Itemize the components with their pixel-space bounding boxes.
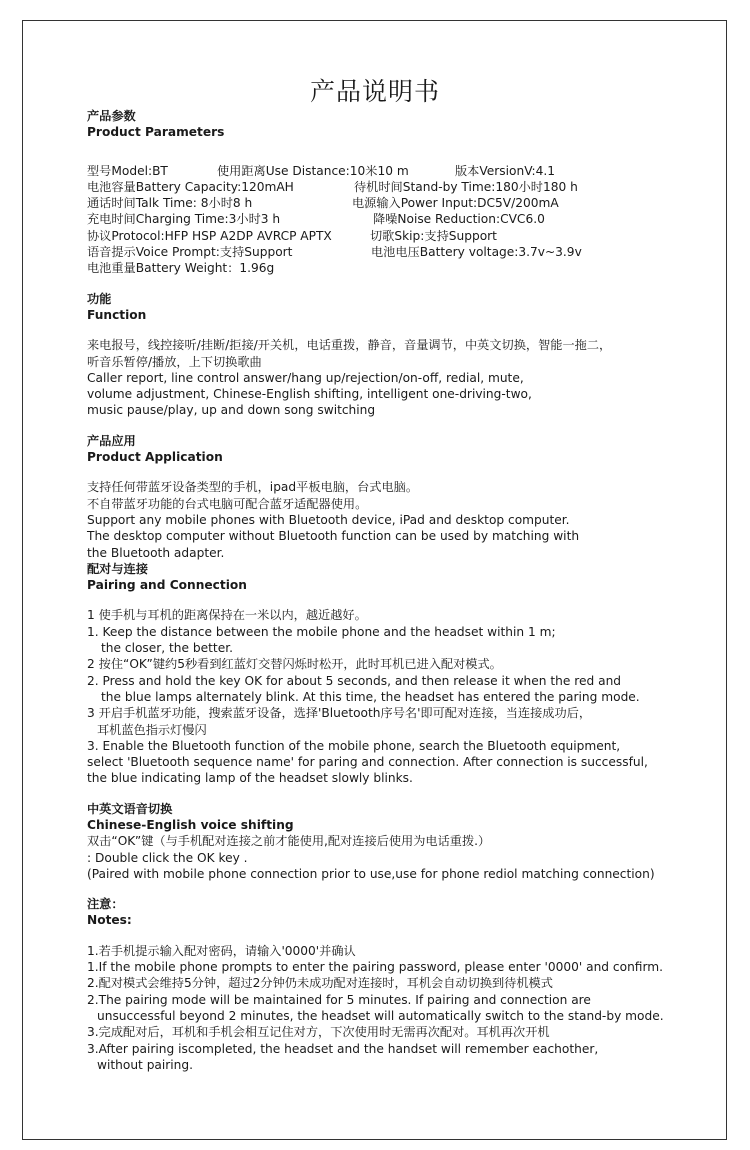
param-talk-time: 通话时间Talk Time: 8小时8 h: [87, 196, 253, 211]
notes-line: 1.If the mobile phone prompts to enter the pairing password, please enter '0000' and confirm.: [87, 960, 664, 975]
pairing-line: 2 按住“OK”键约5秒看到红蓝灯交替闪烁时松开，此时耳机已进入配对模式。: [87, 657, 502, 672]
param-row: [87, 179, 702, 195]
application-line: the Bluetooth adapter.: [87, 545, 225, 560]
notes-heading-cn: 注意：: [87, 897, 124, 912]
function-line: 来电报号，线控接听/挂断/拒接/开关机，电话重拨，静音，音量调节，中英文切换，智能一拖二，: [87, 338, 612, 353]
param-model: 型号Model:BT: [87, 163, 168, 178]
param-battery-weight: 电池重量Battery Weight：1.96g: [87, 261, 275, 276]
pairing-line: the blue indicating lamp of the headset slowly blinks.: [87, 771, 413, 786]
function-line: 听音乐暂停/播放，上下切换歌曲: [87, 354, 262, 369]
application-line: Support any mobile phones with Bluetooth device, iPad and desktop computer.: [87, 512, 570, 527]
voice-heading-cn: 中英文语音切换: [87, 801, 173, 816]
pairing-line: 2. Press and hold the key OK for about 5 seconds, and then release it when the red and: [87, 673, 622, 688]
param-noise-reduction: 降噪Noise Reduction:CVC6.0: [373, 212, 545, 227]
param-protocol: 协议Protocol:HFP HSP A2DP AVRCP APTX: [87, 228, 332, 243]
pairing-line: 3 开启手机蓝牙功能，搜索蓝牙设备，选择'Bluetooth序号名'即可配对连接，当连接成功后，: [87, 706, 592, 721]
voice-line: (Paired with mobile phone connection prior to use,use for phone rediol matching connection): [87, 866, 655, 881]
pairing-line: 1 使手机与耳机的距离保持在一米以内，越近越好。: [87, 608, 367, 623]
parameters-table: [87, 163, 702, 277]
notes-line: 3.After pairing iscompleted, the headset and the handset will remember eachother,: [87, 1041, 599, 1056]
param-row: [87, 228, 702, 244]
application-line: The desktop computer without Bluetooth function can be used by matching with: [87, 529, 580, 544]
notes-line: unsuccessful beyond 2 minutes, the headset will automatically switch to the stand-by mode.: [97, 1008, 664, 1023]
function-line: music pause/play, up and down song switching: [87, 403, 376, 418]
param-battery-capacity: 电池容量Battery Capacity:120mAH: [87, 179, 294, 194]
voice-heading-en: Chinese-English voice shifting: [87, 817, 294, 832]
document-title: 产品说明书: [309, 77, 440, 106]
application-heading-cn: 产品应用: [87, 433, 136, 448]
voice-line: 双击“OK”键（与手机配对连接之前才能使用,配对连接后使用为电话重拨.）: [87, 834, 491, 849]
param-voice-prompt: 语音提示Voice Prompt:支持Support: [87, 245, 293, 260]
param-version: 版本VersionV:4.1: [455, 163, 556, 178]
param-power-input: 电源输入Power Input:DC5V/200mA: [352, 196, 559, 211]
param-row: [87, 195, 702, 211]
param-charging-time: 充电时间Charging Time:3小时3 h: [87, 212, 281, 227]
pairing-line: 3. Enable the Bluetooth function of the mobile phone, search the Bluetooth equipment,: [87, 738, 621, 753]
pairing-line: 耳机蓝色指示灯慢闪: [97, 722, 207, 737]
voice-line: : Double click the OK key .: [87, 850, 248, 865]
pairing-line: 1. Keep the distance between the mobile phone and the headset within 1 m;: [87, 624, 556, 639]
param-row: [87, 163, 702, 179]
param-distance: 使用距离Use Distance:10米10 m: [217, 163, 409, 178]
notes-line: 1.若手机提示输入配对密码，请输入'0000'并确认: [87, 943, 356, 958]
param-battery-voltage: 电池电压Battery voltage:3.7v~3.9v: [371, 245, 582, 260]
param-row: [87, 260, 702, 276]
param-standby-time: 待机时间Stand-by Time:180小时180 h: [354, 179, 578, 194]
notes-line: 3.完成配对后，耳机和手机会相互记住对方，下次使用时无需再次配对。耳机再次开机: [87, 1025, 550, 1040]
notes-line: 2.The pairing mode will be maintained for 5 minutes. If pairing and connection are: [87, 992, 591, 1007]
notes-line: without pairing.: [97, 1057, 194, 1072]
function-line: Caller report, line control answer/hang up/rejection/on-off, redial, mute,: [87, 370, 524, 385]
pairing-line: the blue lamps alternately blink. At this time, the headset has entered the paring mode.: [101, 689, 640, 704]
function-heading-en: Function: [87, 307, 147, 322]
parameters-heading-cn: 产品参数: [87, 109, 136, 123]
param-row: [87, 244, 702, 260]
notes-line: 2.配对模式会维持5分钟，超过2分钟仍未成功配对连接时，耳机会自动切换到待机模式: [87, 976, 553, 991]
application-line: 不自带蓝牙功能的台式电脑可配合蓝牙适配器使用。: [87, 496, 368, 511]
application-heading-en: Product Application: [87, 450, 223, 465]
param-skip: 切歌Skip:支持Support: [370, 228, 497, 243]
function-heading-cn: 功能: [87, 291, 112, 306]
pairing-line: select 'Bluetooth sequence name' for paring and connection. After connection is successful,: [87, 755, 648, 770]
function-line: volume adjustment, Chinese-English shifting, intelligent one-driving-two,: [87, 387, 532, 402]
pairing-line: the closer, the better.: [101, 641, 233, 656]
parameters-heading-en: Product Parameters: [87, 125, 225, 140]
pairing-heading-en: Pairing and Connection: [87, 578, 247, 593]
notes-heading-en: Notes:: [87, 913, 132, 928]
application-line: 支持任何带蓝牙设备类型的手机，ipad平板电脑，台式电脑。: [87, 480, 419, 495]
param-row: [87, 211, 702, 227]
document-body: [87, 108, 702, 1073]
pairing-heading-cn: 配对与连接: [87, 561, 148, 576]
